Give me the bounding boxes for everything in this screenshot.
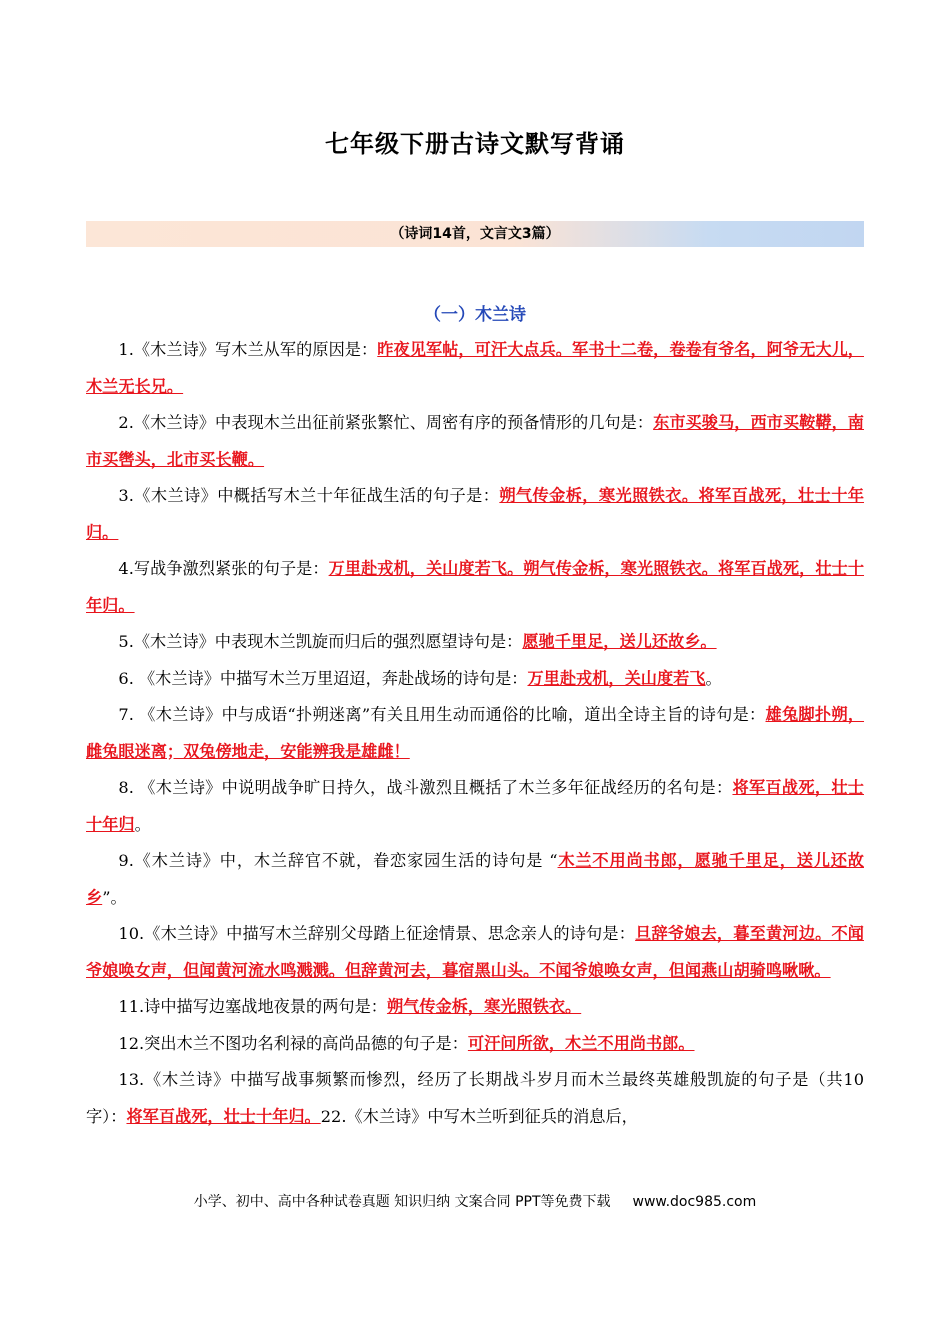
answer-text: 愿驰千里足，送儿还故乡。 <box>522 632 717 651</box>
question-text: 11.诗中描写边塞战地夜景的两句是： <box>118 997 387 1016</box>
section-heading: （一）木兰诗 <box>424 305 526 325</box>
answer-text: 万里赴戎机，关山度若飞 <box>527 668 706 688</box>
question-text: 4.写战争激烈紧张的句子是： <box>118 559 329 578</box>
question-item <box>86 1026 864 1063</box>
question-text: 13.《木兰诗》中描写战事频繁而惨烈，经历了长期战斗岁月而木兰最终英雄般凯旋的句子是（共10字）： <box>86 1070 864 1126</box>
answer-text: 将军百战死，壮士十年归。 <box>126 1106 321 1126</box>
question-item <box>86 916 864 989</box>
answer-text: 雄兔脚扑朔，雌兔眼迷离；双兔傍地走，安能辨我是雄雌！ <box>86 705 865 761</box>
page-footer <box>0 1191 950 1211</box>
question-item <box>86 1062 864 1135</box>
question-item <box>86 551 864 624</box>
question-item <box>86 332 864 405</box>
answer-text: 木兰不用尚书郎，愿驰千里足，送儿还故乡 <box>86 851 864 907</box>
question-text: 9.《木兰诗》中，木兰辞官不就，眷恋家园生活的诗句是 “ <box>118 851 558 870</box>
footer-url[interactable]: www.doc985.com <box>632 1194 757 1210</box>
question-text: 1.《木兰诗》写木兰从军的原因是： <box>118 340 378 359</box>
answer-text: 昨夜见军帖，可汗大点兵。军书十二卷，卷卷有爷名，阿爷无大儿，木兰无长兄。 <box>86 340 864 396</box>
question-tail: 。 <box>134 814 151 834</box>
answer-text: 将军百战死，壮士十年归 <box>86 778 864 834</box>
question-tail: ”。 <box>102 887 127 907</box>
question-item <box>86 478 864 551</box>
answer-text: 朔气传金柝，寒光照铁衣。将军百战死，壮士十年归。 <box>86 486 864 542</box>
question-text: 8. 《木兰诗》中说明战争旷日持久，战斗激烈且概括了木兰多年征战经历的名句是： <box>118 778 733 797</box>
page-title: 七年级下册古诗文默写背诵 <box>325 130 625 158</box>
answer-text: 朔气传金柝，寒光照铁衣。 <box>386 997 582 1016</box>
subtitle: （诗词14首，文言文3篇） <box>390 226 560 242</box>
footer-text: 小学、初中、高中各种试卷真题 知识归纳 文案合同 PPT等免费下载 <box>193 1194 611 1210</box>
question-item <box>86 661 864 698</box>
question-item <box>86 624 864 661</box>
answer-text: 东市买骏马，西市买鞍鞯，南市买辔头，北市买长鞭。 <box>86 413 864 469</box>
question-text: 6. 《木兰诗》中描写木兰万里迢迢，奔赴战场的诗句是： <box>118 668 528 688</box>
question-text: 10.《木兰诗》中描写木兰辞别父母踏上征途情景、思念亲人的诗句是： <box>118 924 636 943</box>
answer-text: 旦辞爷娘去，暮至黄河边。不闻爷娘唤女声，但闻黄河流水鸣溅溅。但辞黄河去，暮宿黑山头。不闻爷娘唤女声，但闻燕山胡骑鸣啾啾。 <box>86 924 864 980</box>
question-tail: 。 <box>705 668 722 688</box>
question-item <box>86 843 864 916</box>
answer-text: 万里赴戎机，关山度若飞。朔气传金柝，寒光照铁衣。将军百战死，壮士十年归。 <box>86 559 865 615</box>
question-item <box>86 697 864 770</box>
question-tail: 22.《木兰诗》中写木兰听到征兵的消息后， <box>320 1106 638 1126</box>
question-text: 12.突出木兰不图功名利禄的高尚品德的句子是： <box>118 1033 468 1053</box>
question-text: 2.《木兰诗》中表现木兰出征前紧张繁忙、周密有序的预备情形的几句是： <box>118 413 654 432</box>
question-text: 5.《木兰诗》中表现木兰凯旋而归后的强烈愿望诗句是： <box>118 632 523 651</box>
question-text: 3.《木兰诗》中概括写木兰十年征战生活的句子是： <box>118 486 500 505</box>
question-list <box>86 332 864 1135</box>
question-item <box>86 405 864 478</box>
question-text: 7. 《木兰诗》中与成语“扑朔迷离”有关且用生动而通俗的比喻，道出全诗主旨的诗句是： <box>118 705 766 724</box>
question-item <box>86 770 864 843</box>
answer-text: 可汗问所欲，木兰不用尚书郎。 <box>467 1033 695 1053</box>
question-item <box>86 989 864 1026</box>
